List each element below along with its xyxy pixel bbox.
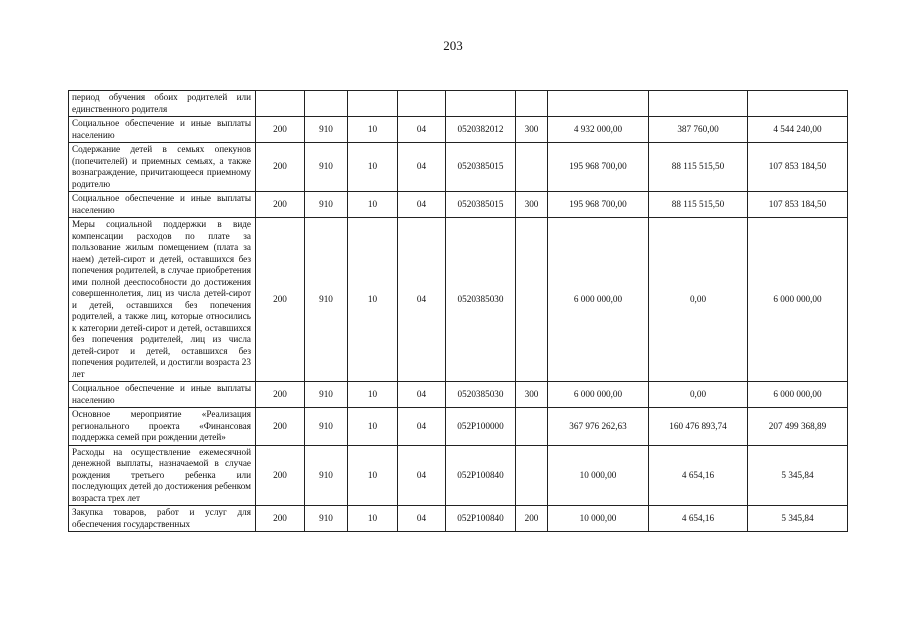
sum-cell: 10 000,00 bbox=[548, 445, 649, 506]
csr-cell: 0520385015 bbox=[446, 192, 516, 218]
vr-cell: 200 bbox=[516, 506, 548, 532]
code-cell: 10 bbox=[348, 382, 398, 408]
budget-table bbox=[68, 90, 848, 532]
code-cell: 200 bbox=[256, 408, 305, 446]
table-row bbox=[69, 445, 848, 506]
row-description: период обучения обоих родителей или единственного родителя bbox=[69, 91, 256, 117]
code-cell: 910 bbox=[305, 382, 348, 408]
table-row bbox=[69, 218, 848, 382]
csr-cell: 052P100000 bbox=[446, 408, 516, 446]
sum-cell: 4 654,16 bbox=[649, 506, 748, 532]
code-cell: 04 bbox=[398, 143, 446, 192]
code-cell: 200 bbox=[256, 218, 305, 382]
table-row bbox=[69, 506, 848, 532]
sum-cell: 5 345,84 bbox=[748, 506, 848, 532]
row-description: Закупка товаров, работ и услуг для обеспечения государственных bbox=[69, 506, 256, 532]
sum-cell: 88 115 515,50 bbox=[649, 143, 748, 192]
row-description: Социальное обеспечение и иные выплаты населению bbox=[69, 192, 256, 218]
csr-cell: 0520385030 bbox=[446, 218, 516, 382]
code-cell: 04 bbox=[398, 218, 446, 382]
code-cell: 910 bbox=[305, 445, 348, 506]
vr-cell: 300 bbox=[516, 117, 548, 143]
vr-cell bbox=[516, 408, 548, 446]
code-cell: 10 bbox=[348, 143, 398, 192]
sum-cell: 4 654,16 bbox=[649, 445, 748, 506]
sum-cell: 367 976 262,63 bbox=[548, 408, 649, 446]
code-cell: 04 bbox=[398, 445, 446, 506]
sum-cell: 88 115 515,50 bbox=[649, 192, 748, 218]
code-cell: 200 bbox=[256, 382, 305, 408]
code-cell: 910 bbox=[305, 408, 348, 446]
csr-cell: 052P100840 bbox=[446, 506, 516, 532]
code-cell: 10 bbox=[348, 506, 398, 532]
table-row bbox=[69, 408, 848, 446]
code-cell: 10 bbox=[348, 117, 398, 143]
code-cell: 910 bbox=[305, 143, 348, 192]
sum-cell: 6 000 000,00 bbox=[548, 382, 649, 408]
code-cell bbox=[398, 91, 446, 117]
sum-cell: 207 499 368,89 bbox=[748, 408, 848, 446]
sum-cell: 6 000 000,00 bbox=[748, 382, 848, 408]
vr-cell bbox=[516, 218, 548, 382]
code-cell: 10 bbox=[348, 445, 398, 506]
code-cell: 200 bbox=[256, 117, 305, 143]
code-cell bbox=[348, 91, 398, 117]
code-cell: 10 bbox=[348, 218, 398, 382]
table-row bbox=[69, 117, 848, 143]
sum-cell: 107 853 184,50 bbox=[748, 143, 848, 192]
csr-cell: 0520385015 bbox=[446, 143, 516, 192]
code-cell: 200 bbox=[256, 192, 305, 218]
sum-cell: 0,00 bbox=[649, 218, 748, 382]
code-cell: 04 bbox=[398, 506, 446, 532]
row-description: Меры социальной поддержки в виде компенсации расходов по плате за пользование жилым помещением (плата за наем) детей-сирот и детей, оставшихся без попечения родителей, в случае приобретения ими полной дееспособности до достижения совершеннолетия, лиц из числа детей-сирот и детей, оставшихся без попечения родителей, а также лиц, которые относились к категории детей-сирот и детей, оставшихся без попечения родителей, лиц из числа детей-сирот и детей, оставшихся без попечения родителей, и достигли возраста 23 лет bbox=[69, 218, 256, 382]
sum-cell: 4 544 240,00 bbox=[748, 117, 848, 143]
row-description: Социальное обеспечение и иные выплаты населению bbox=[69, 382, 256, 408]
row-description: Социальное обеспечение и иные выплаты населению bbox=[69, 117, 256, 143]
sum-cell: 107 853 184,50 bbox=[748, 192, 848, 218]
sum-cell: 5 345,84 bbox=[748, 445, 848, 506]
sum-cell: 387 760,00 bbox=[649, 117, 748, 143]
table-row bbox=[69, 91, 848, 117]
csr-cell: 0520382012 bbox=[446, 117, 516, 143]
row-description: Основное мероприятие «Реализация регионального проекта «Финансовая поддержка семей при рождении детей» bbox=[69, 408, 256, 446]
vr-cell: 300 bbox=[516, 382, 548, 408]
sum-cell bbox=[748, 91, 848, 117]
table-row bbox=[69, 192, 848, 218]
vr-cell bbox=[516, 143, 548, 192]
code-cell: 04 bbox=[398, 382, 446, 408]
code-cell: 200 bbox=[256, 445, 305, 506]
sum-cell: 6 000 000,00 bbox=[748, 218, 848, 382]
code-cell: 04 bbox=[398, 117, 446, 143]
vr-cell bbox=[516, 445, 548, 506]
sum-cell bbox=[548, 91, 649, 117]
code-cell: 910 bbox=[305, 506, 348, 532]
code-cell: 910 bbox=[305, 117, 348, 143]
sum-cell: 160 476 893,74 bbox=[649, 408, 748, 446]
row-description: Содержание детей в семьях опекунов (попечителей) и приемных семьях, а также вознаграждение, причитающееся приемному родителю bbox=[69, 143, 256, 192]
csr-cell: 0520385030 bbox=[446, 382, 516, 408]
code-cell: 910 bbox=[305, 218, 348, 382]
code-cell: 910 bbox=[305, 192, 348, 218]
table-row bbox=[69, 143, 848, 192]
code-cell: 200 bbox=[256, 506, 305, 532]
code-cell bbox=[256, 91, 305, 117]
code-cell: 10 bbox=[348, 192, 398, 218]
sum-cell: 10 000,00 bbox=[548, 506, 649, 532]
sum-cell bbox=[649, 91, 748, 117]
page-number: 203 bbox=[443, 38, 463, 53]
table-row bbox=[69, 382, 848, 408]
code-cell: 04 bbox=[398, 408, 446, 446]
csr-cell: 052P100840 bbox=[446, 445, 516, 506]
vr-cell bbox=[516, 91, 548, 117]
code-cell: 04 bbox=[398, 192, 446, 218]
csr-cell bbox=[446, 91, 516, 117]
sum-cell: 6 000 000,00 bbox=[548, 218, 649, 382]
sum-cell: 4 932 000,00 bbox=[548, 117, 649, 143]
sum-cell: 195 968 700,00 bbox=[548, 192, 649, 218]
code-cell: 10 bbox=[348, 408, 398, 446]
sum-cell: 0,00 bbox=[649, 382, 748, 408]
sum-cell: 195 968 700,00 bbox=[548, 143, 649, 192]
code-cell: 200 bbox=[256, 143, 305, 192]
code-cell bbox=[305, 91, 348, 117]
row-description: Расходы на осуществление ежемесячной денежной выплаты, назначаемой в случае рождения третьего ребенка или последующих детей до достижения ребенком возраста трех лет bbox=[69, 445, 256, 506]
vr-cell: 300 bbox=[516, 192, 548, 218]
